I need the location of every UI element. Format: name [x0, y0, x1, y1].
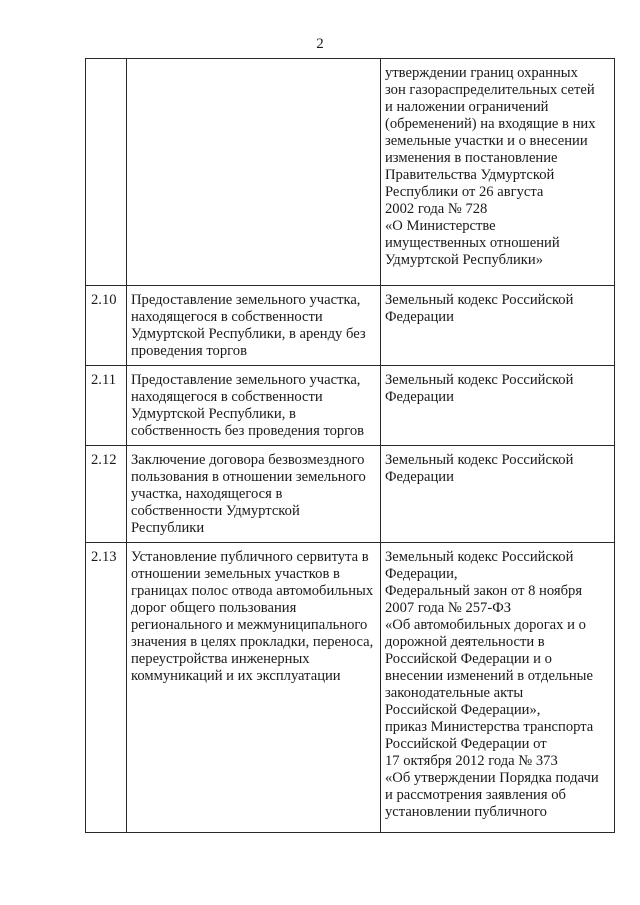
legal-basis-line: внесении изменений в отдельные: [385, 668, 593, 684]
row-number-cell: 2.10: [86, 286, 127, 366]
service-name-line: отношении земельных участков в: [131, 566, 340, 582]
service-name-line: находящегося в собственности: [131, 389, 323, 405]
legal-basis-line: Федеральный закон от 8 ноября: [385, 583, 583, 599]
legal-basis-line: и рассмотрения заявления об: [385, 787, 566, 803]
legal-basis-line: утверждении границ охранных: [385, 65, 578, 81]
legal-basis-line: изменения в постановление: [385, 150, 558, 166]
legal-basis-line: дорожной деятельности в: [385, 634, 545, 650]
service-name-cell: [127, 543, 381, 833]
service-name-cell: [127, 59, 381, 286]
legal-basis-line: установлении публичного: [385, 804, 547, 820]
legal-basis-cell: [381, 446, 615, 543]
legal-basis-line: (обременений) на входящие в них: [385, 116, 596, 132]
legal-basis-cell: [381, 366, 615, 446]
legal-basis-line: «Об утверждении Порядка подачи: [385, 770, 599, 786]
legal-basis-line: 2007 года № 257-ФЗ: [385, 600, 512, 616]
row-number-cell: 2.13: [86, 543, 127, 833]
legal-basis-cell: [381, 286, 615, 366]
service-name-line: Заключение договора безвозмездного: [131, 452, 365, 468]
legal-basis-line: Земельный кодекс Российской: [385, 292, 574, 308]
legal-basis-cell: [381, 543, 615, 833]
row-number-cell: [86, 59, 127, 286]
service-name-line: дорог общего пользования: [131, 600, 297, 616]
legal-basis-line: Правительства Удмуртской: [385, 167, 555, 183]
row-number-cell: 2.12: [86, 446, 127, 543]
table-row: [86, 366, 615, 446]
service-name-line: значения в целях прокладки, переноса,: [131, 634, 374, 650]
service-name-line: участка, находящегося в: [131, 486, 283, 502]
legal-basis-line: имущественных отношений: [385, 235, 560, 251]
service-name-line: проведения торгов: [131, 343, 247, 359]
service-name-line: границах полос отвода автомобильных: [131, 583, 374, 599]
legal-basis-line: Удмуртской Республики»: [385, 252, 543, 268]
legal-basis-line: Земельный кодекс Российской: [385, 549, 574, 565]
legal-basis-line: приказ Министерства транспорта: [385, 719, 594, 735]
service-name-line: собственность без проведения торгов: [131, 423, 365, 439]
service-name-line: находящегося в собственности: [131, 309, 323, 325]
legal-basis-line: Земельный кодекс Российской: [385, 372, 574, 388]
page-number: 2: [316, 36, 324, 52]
service-name-line: собственности Удмуртской: [131, 503, 300, 519]
legal-basis-line: Федерации: [385, 309, 454, 325]
table-row: [86, 446, 615, 543]
legal-basis-line: Земельный кодекс Российской: [385, 452, 574, 468]
legal-basis-line: законодательные акты: [385, 685, 524, 701]
service-name-line: Удмуртской Республики, в: [131, 406, 296, 422]
service-name-line: переустройства инженерных: [131, 651, 310, 667]
table-row: [86, 59, 615, 286]
legal-basis-line: «О Министерстве: [385, 218, 496, 234]
legal-basis-line: «Об автомобильных дорогах и о: [385, 617, 586, 633]
legal-basis-line: Федерации,: [385, 566, 458, 582]
service-name-cell: [127, 366, 381, 446]
service-name-line: Удмуртской Республики, в аренду без: [131, 326, 366, 342]
legal-basis-cell: [381, 59, 615, 286]
service-name-line: регионального и межмуниципального: [131, 617, 368, 633]
legal-basis-line: Российской Федерации»,: [385, 702, 541, 718]
service-name-line: Установление публичного сервитута в: [131, 549, 369, 565]
legal-basis-line: и наложении ограничений: [385, 99, 549, 115]
legal-basis-line: земельные участки и о внесении: [385, 133, 588, 149]
table-body: [86, 59, 615, 833]
legal-basis-line: 2002 года № 728: [385, 201, 488, 217]
table-row: [86, 543, 615, 833]
legal-basis-line: Республики от 26 августа: [385, 184, 544, 200]
service-name-line: Предоставление земельного участка,: [131, 372, 361, 388]
service-name-cell: [127, 286, 381, 366]
service-name-line: пользования в отношении земельного: [131, 469, 366, 485]
legal-basis-line: Федерации: [385, 389, 454, 405]
legal-basis-line: Федерации: [385, 469, 454, 485]
legal-basis-line: зон газораспределительных сетей: [385, 82, 595, 98]
legal-basis-line: Российской Федерации и о: [385, 651, 552, 667]
service-name-line: Предоставление земельного участка,: [131, 292, 361, 308]
row-number-cell: 2.11: [86, 366, 127, 446]
table-row: [86, 286, 615, 366]
service-name-cell: [127, 446, 381, 543]
legal-basis-line: 17 октября 2012 года № 373: [385, 753, 558, 769]
legal-basis-line: Российской Федерации от: [385, 736, 547, 752]
services-table: [85, 58, 615, 833]
service-name-line: Республики: [131, 520, 205, 536]
service-name-line: коммуникаций и их эксплуатации: [131, 668, 341, 684]
